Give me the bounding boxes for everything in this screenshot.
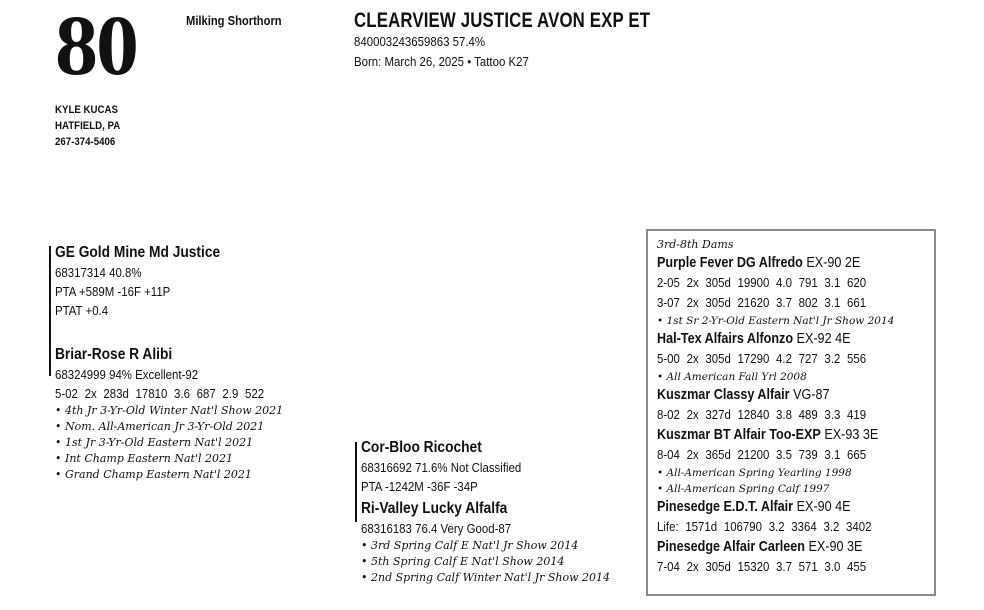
dam-dam-honor: • 3rd Spring Calf E Nat'l Jr Show 2014 — [361, 539, 579, 552]
animal-born: Born: March 26, 2025 • Tattoo K27 — [354, 54, 529, 69]
dam-sire-name: Cor-Bloo Ricochet — [361, 439, 482, 456]
box-dam-name-text: Pinesedge Alfair Carleen — [657, 538, 805, 555]
box-dam-record: 8-02 2x 327d 12840 3.8 489 3.3 419 — [657, 407, 867, 422]
box-dam-record: 8-04 2x 365d 21200 3.5 739 3.1 665 — [657, 447, 867, 462]
lot-number: 80 — [55, 0, 137, 93]
dam-sire-block — [361, 439, 543, 496]
dam-record: 5-02 2x 283d 17810 3.6 687 2.9 522 — [55, 386, 265, 401]
sire-dam-bracket — [49, 246, 51, 376]
box-dam-name-text: Pinesedge E.D.T. Alfair — [657, 498, 794, 515]
box-dam-record: 2-05 2x 305d 19900 4.0 791 3.1 620 — [657, 275, 867, 290]
dam-dam-block — [361, 500, 610, 586]
owner-location: HATFIELD, PA — [55, 120, 121, 132]
animal-registration: 840003243659863 57.4% — [354, 34, 486, 49]
dams-box-title: 3rd-8th Dams — [657, 238, 734, 251]
box-dam-classification: EX-93 3E — [820, 426, 879, 443]
dam-honor: • Int Champ Eastern Nat'l 2021 — [55, 452, 233, 465]
box-dam-record: 7-04 2x 305d 15320 3.7 571 3.0 455 — [657, 559, 867, 574]
owner-name: KYLE KUCAS — [55, 104, 118, 116]
box-dam-name — [657, 537, 878, 557]
dam-honor: • Grand Champ Eastern Nat'l 2021 — [55, 468, 252, 481]
box-dam-name — [657, 329, 878, 349]
box-dam-record: 5-00 2x 305d 17290 4.2 727 3.2 556 — [657, 351, 867, 366]
box-dam-name-text: Purple Fever DG Alfredo — [657, 254, 803, 271]
dam-sire-bracket — [355, 442, 357, 522]
box-dam-record: 3-07 2x 305d 21620 3.7 802 3.1 661 — [657, 295, 867, 310]
dam-dam-honor: • 5th Spring Calf E Nat'l Show 2014 — [361, 555, 565, 568]
dam-honor: • Nom. All-American Jr 3-Yr-Old 2021 — [55, 420, 265, 433]
box-dam-classification: VG-87 — [789, 386, 830, 403]
dams-box-content — [657, 237, 920, 577]
dam-name: Briar-Rose R Alibi — [55, 346, 173, 363]
dams-box — [646, 229, 936, 596]
box-dam-note: • All American Fall Yrl 2008 — [657, 371, 807, 383]
dam-dam-name: Ri-Valley Lucky Alfalfa — [361, 500, 508, 517]
box-dam-name-text: Hal-Tex Alfairs Alfonzo — [657, 330, 794, 347]
sire-registration: 68317314 40.8% — [55, 265, 142, 280]
animal-name: CLEARVIEW JUSTICE AVON EXP ET — [354, 9, 651, 32]
box-dam-record: Life: 1571d 106790 3.2 3364 3.2 3402 — [657, 519, 872, 534]
dam-registration: 68324999 94% Excellent-92 — [55, 367, 199, 382]
dam-dam-registration: 68316183 76.4 Very Good-87 — [361, 521, 512, 536]
box-dam-note: • All-American Spring Yearling 1998 — [657, 467, 852, 479]
sire-pta: PTA +589M -16F +11P — [55, 284, 171, 299]
box-dam-name-text: Kuszmar Classy Alfair — [657, 386, 790, 403]
sire-name: GE Gold Mine Md Justice — [55, 244, 221, 261]
box-dam-classification: EX-90 2E — [802, 254, 861, 271]
box-dam-classification: EX-92 4E — [793, 330, 851, 347]
owner-info — [55, 102, 120, 150]
box-dam-name — [657, 497, 878, 517]
dam-block — [55, 346, 293, 483]
breed-label: Milking Shorthorn — [186, 13, 282, 28]
dam-dam-honor: • 2nd Spring Calf Winter Nat'l Jr Show 2014 — [361, 571, 610, 584]
dam-sire-registration: 68316692 71.6% Not Classified — [361, 460, 522, 475]
dam-honor: • 1st Jr 3-Yr-Old Eastern Nat'l 2021 — [55, 436, 254, 449]
sire-block — [55, 244, 247, 320]
box-dam-name — [657, 425, 878, 445]
box-dam-note: • 1st Sr 2-Yr-Old Eastern Nat'l Jr Show 2014 — [657, 315, 895, 327]
box-dam-classification: EX-90 3E — [804, 538, 863, 555]
dam-honor: • 4th Jr 3-Yr-Old Winter Nat'l Show 2021 — [55, 404, 284, 417]
box-dam-name — [657, 385, 878, 405]
box-dam-name-text: Kuszmar BT Alfair Too-EXP — [657, 426, 821, 443]
box-dam-name — [657, 253, 878, 273]
box-dam-classification: EX-90 4E — [793, 498, 851, 515]
sire-ptat: PTAT +0.4 — [55, 303, 109, 318]
owner-phone: 267-374-5406 — [55, 136, 116, 148]
dam-sire-pta: PTA -1242M -36F -34P — [361, 479, 478, 494]
box-dam-note: • All-American Spring Calf 1997 — [657, 483, 830, 495]
